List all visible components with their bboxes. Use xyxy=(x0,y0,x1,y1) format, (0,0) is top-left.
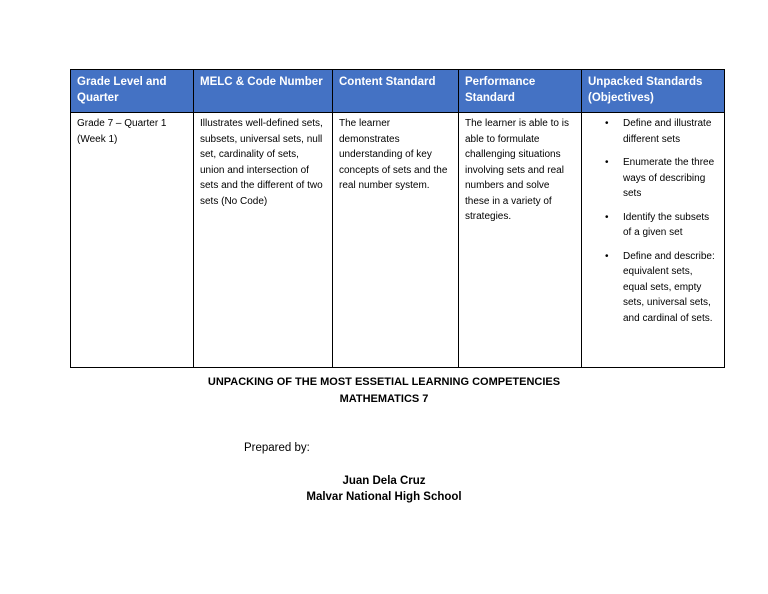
cell-objectives xyxy=(582,113,725,368)
cell-grade-level: Grade 7 – Quarter 1 (Week 1) xyxy=(71,113,194,368)
cell-content-standard: The learner demonstrates understanding of key concepts of sets and the real number system. xyxy=(333,113,459,368)
header-unpacked-standards: Unpacked Standards (Objectives) xyxy=(582,70,725,113)
melc-table xyxy=(70,69,725,368)
table-header-row xyxy=(71,70,725,113)
preparer-school: Malvar National High School xyxy=(306,491,462,503)
cell-performance-standard: The learner is able to is able to formulate challenging situations involving sets and real numbers and solve these in a variety of strategies. xyxy=(459,113,582,368)
list-item xyxy=(588,155,718,202)
objective-text: Define and illustrate different sets xyxy=(623,118,712,145)
header-content-standard: Content Standard xyxy=(333,70,459,113)
bullet-icon: • xyxy=(605,157,609,168)
prepared-by-label: Prepared by: xyxy=(244,442,310,454)
header-grade-level: Grade Level and Quarter xyxy=(71,70,194,113)
document-subtitle: MATHEMATICS 7 xyxy=(339,393,429,405)
header-performance-standard: Performance Standard xyxy=(459,70,582,113)
list-item xyxy=(588,116,718,147)
table-row xyxy=(71,113,725,368)
list-item xyxy=(588,210,718,241)
bullet-icon: • xyxy=(605,211,609,223)
cell-melc: Illustrates well-defined sets, subsets, universal sets, null set, cardinality of sets, union and intersection of sets and the different of two sets (No Code) xyxy=(194,113,333,368)
bullet-icon: • xyxy=(605,250,609,262)
objectives-list xyxy=(588,116,718,326)
objective-text: Identify the subsets of a given set xyxy=(623,211,710,238)
objective-text: Enumerate the three ways of describing sets xyxy=(623,157,715,199)
document-title: UNPACKING OF THE MOST ESSETIAL LEARNING COMPETENCIES xyxy=(207,376,561,388)
header-melc-code: MELC & Code Number xyxy=(194,70,333,113)
list-item xyxy=(588,249,718,327)
bullet-icon: • xyxy=(605,118,609,129)
preparer-name: Juan Dela Cruz xyxy=(342,475,426,487)
objective-text: Define and describe: equivalent sets, equal sets, empty sets, universal sets, and cardinal of sets. xyxy=(623,250,715,324)
